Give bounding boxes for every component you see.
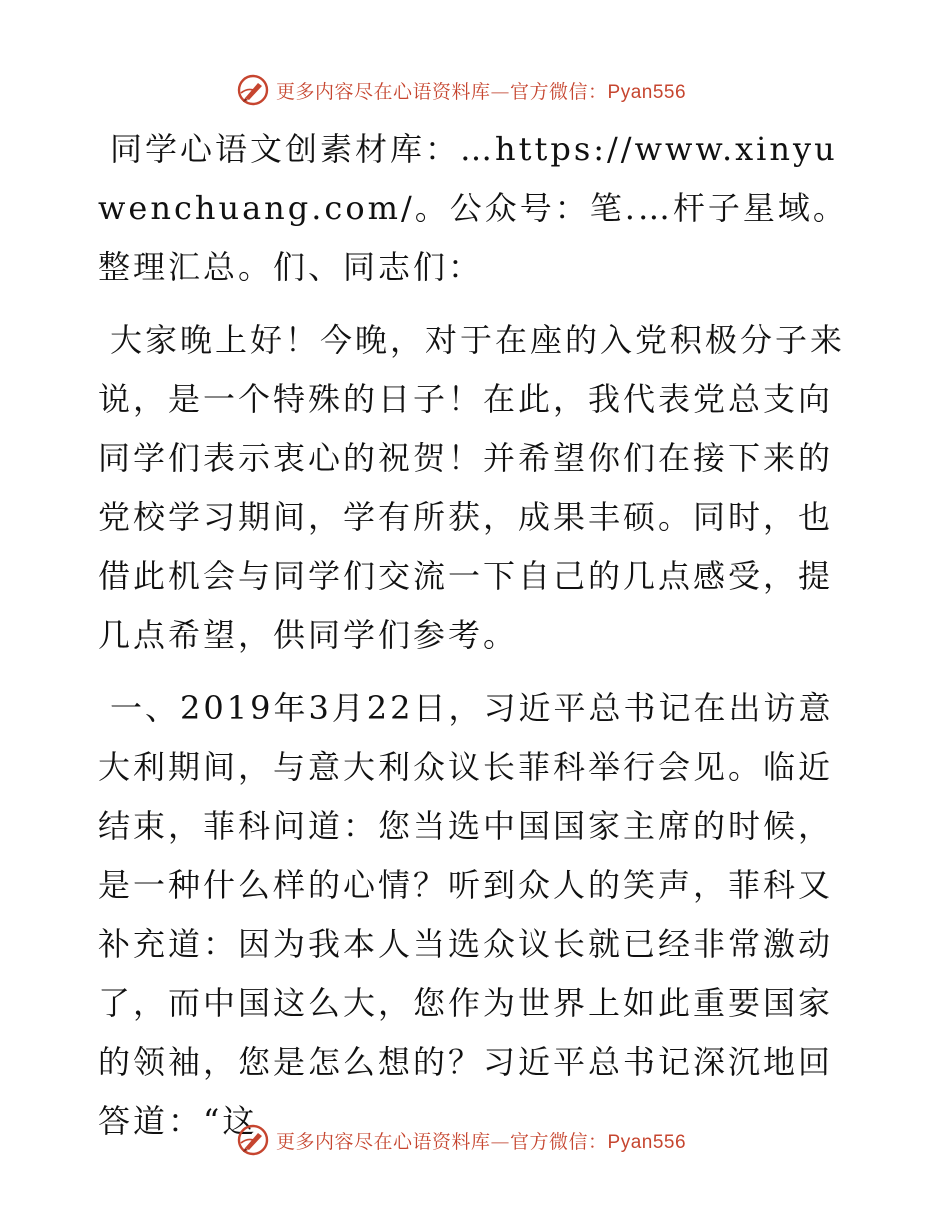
paragraph-section-one: 一、2019年3月22日，习近平总书记在出访意大利期间，与意大利众议长菲科举行会见。临近结束，菲科问道：您当选中国国家主席的时候，是一种什么样的心情？听到众人的笑声，菲科又补充道：因为我本人当选众议长就已经非常激动了，而中国这么大，您作为世界上如此重要国家的领袖，您是怎么想的？习近平总书记深沉地回答道：“这 [98, 689, 834, 1140]
header-banner-handle: Pyan556 [607, 81, 687, 103]
pen-logo-icon [236, 73, 270, 107]
paragraph-greeting: 大家晚上好！今晚，对于在座的入党积极分子来说，是一个特殊的日子！在此，我代表党总支向同学们表示衷心的祝贺！并希望你们在接下来的党校学习期间，学有所获，成果丰硕。同时，也借此机会与同学们交流一下自己的几点感受，提几点希望，供同学们参考。 [98, 321, 846, 654]
header-banner-label: 官方微信： [510, 80, 608, 103]
footer-banner-sep: — [490, 1130, 511, 1153]
footer-banner-handle: Pyan556 [607, 1131, 687, 1153]
footer-banner-label: 官方微信： [510, 1130, 608, 1153]
footer-banner-main: 更多内容尽在心语资料库 [276, 1130, 491, 1153]
pen-logo-icon [236, 1123, 270, 1157]
header-banner-sep: — [490, 80, 511, 103]
header-banner [236, 72, 686, 108]
footer-banner-text [276, 1127, 686, 1154]
paragraph-intro: 同学心语文创素材库：…https://www.xinyuwenchuang.com/。公众号：笔.…杆子星域。整理汇总。们、同志们： [98, 130, 848, 286]
header-banner-main: 更多内容尽在心语资料库 [276, 80, 491, 103]
header-banner-text [276, 77, 686, 104]
footer-banner [236, 1122, 686, 1158]
document-body [98, 120, 850, 1151]
